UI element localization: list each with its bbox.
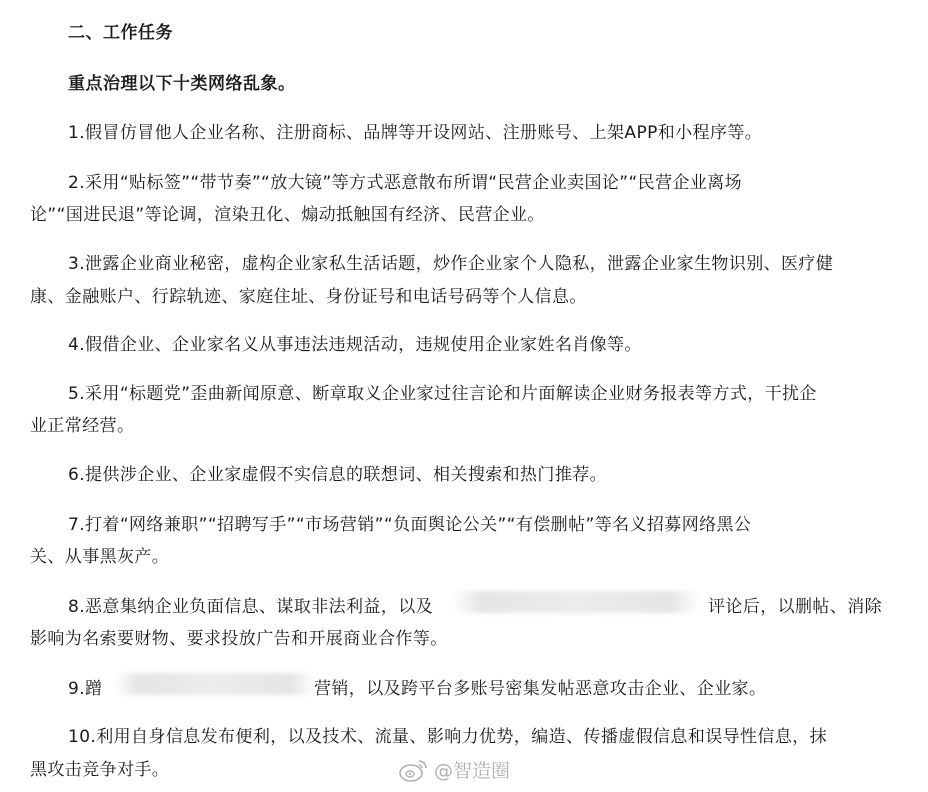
list-item-8-line-2: 影响为名索要财物、要求投放广告和开展商业合作等。 (30, 629, 448, 649)
list-item-10-line-1: 10.利用自身信息发布便利，以及技术、流量、影响力优势，编造、传播虚假信息和误导性信息，抹 (68, 727, 828, 747)
list-item-3-line-1: 3.泄露企业商业秘密，虚构企业家私生活话题，炒作企业家个人隐私，泄露企业家生物识别、医疗健 (68, 254, 834, 274)
list-item-8-line-1b: 评论后，以删帖、消除 (708, 597, 882, 617)
list-item-7-line-1: 7.打着“网络兼职”“招聘写手”“市场营销”“负面舆论公关”“有偿删帖”等名义招募网络黑公 (68, 515, 752, 535)
list-item-1-line-1: 1.假冒仿冒他人企业名称、注册商标、品牌等开设网站、注册账号、上架APP和小程序等。 (68, 123, 763, 143)
list-item-7-line-2: 关、从事黑灰产。 (30, 547, 170, 567)
section-title: 二、工作任务 (68, 23, 173, 43)
weibo-watermark (398, 756, 510, 783)
list-item-2-line-2: 论”“国进民退”等论调，渲染丑化、煽动抵触国有经济、民营企业。 (30, 205, 545, 225)
list-item-5-line-1: 5.采用“标题党”歪曲新闻原意、断章取义企业家过往言论和片面解读企业财务报表等方式，干扰企 (68, 384, 817, 404)
list-item-8-line-1a: 8.恶意集纳企业负面信息、谋取非法利益，以及 (68, 597, 434, 617)
list-item-2-line-1: 2.采用“贴标签”“带节奏”“放大镜”等方式恶意散布所谓“民营企业卖国论”“民营企业离场 (68, 173, 743, 193)
intro-heading: 重点治理以下十类网络乱象。 (68, 74, 296, 94)
list-item-10-line-2: 黑攻击竞争对手。 (30, 760, 170, 780)
list-item-3-line-2: 康、金融账户、行踪轨迹、家庭住址、身份证号和电话号码等个人信息。 (30, 287, 587, 307)
list-item-9-line-1b: 营销，以及跨平台多账号密集发帖恶意攻击企业、企业家。 (314, 679, 767, 699)
weibo-logo-icon (398, 757, 428, 783)
list-item-9-line-1a: 9.蹭 (68, 679, 103, 699)
list-item-4-line-1: 4.假借企业、企业家名义从事违法违规活动，违规使用企业家姓名肖像等。 (68, 335, 642, 355)
list-item-6-line-1: 6.提供涉企业、企业家虚假不实信息的联想词、相关搜索和热门推荐。 (68, 465, 608, 485)
redacted-blur-1 (452, 591, 700, 613)
redacted-blur-2 (114, 673, 314, 695)
watermark-text: @智造圈 (434, 760, 511, 782)
list-item-5-line-2: 业正常经营。 (30, 416, 135, 436)
